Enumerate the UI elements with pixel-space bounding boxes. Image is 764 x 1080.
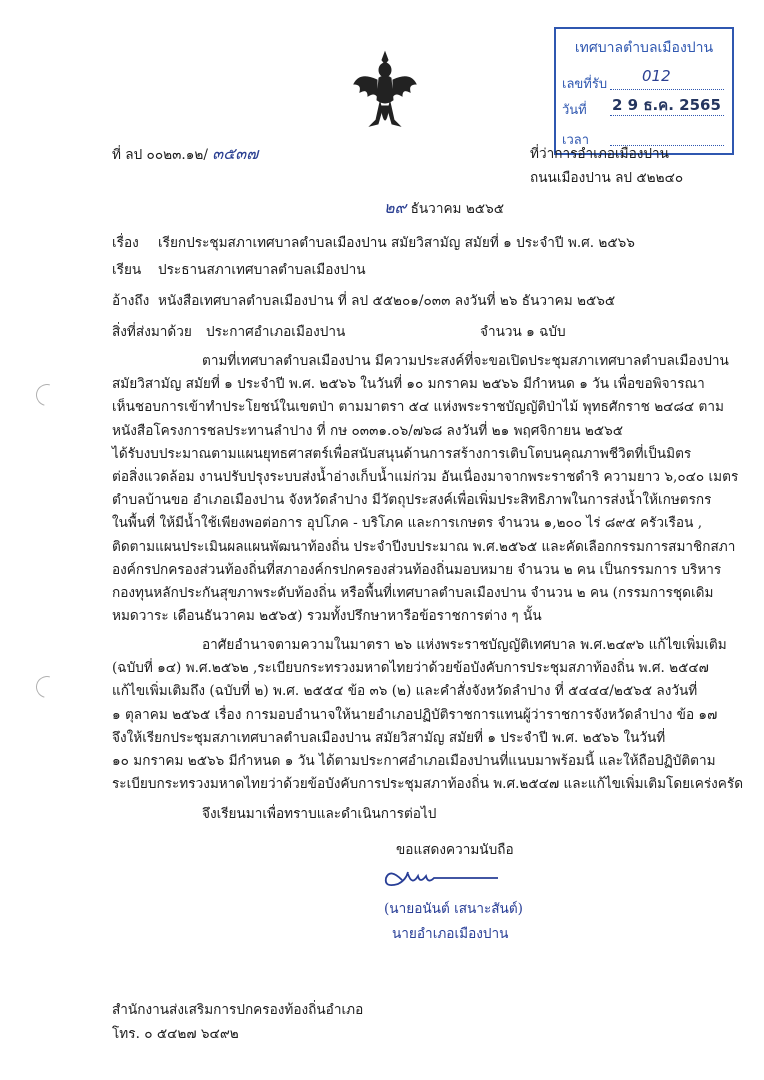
signer-title: นายอำเภอเมืองปาน bbox=[392, 926, 509, 942]
paragraph-line: ๑๐ มกราคม ๒๕๖๖ มีกำหนด ๑ วัน ได้ตามประกาศอำเภอเมืองปานที่แนบมาพร้อมนี้ และให้ถือปฏิบัติตาม bbox=[112, 752, 716, 769]
enclosure-quantity: จำนวน ๑ ฉบับ bbox=[480, 324, 566, 340]
subject-text: เรียกประชุมสภาเทศบาลตำบลเมืองปาน สมัยวิสามัญ สมัยที่ ๑ ประจำปี พ.ศ. ๒๕๖๖ bbox=[158, 235, 635, 251]
paragraph-line: หนังสือโครงการชลประทานลำปาง ที่ กษ ๐๓๓๑.๐๖/๗๖๘ ลงวันที่ ๒๑ พฤศจิกายน ๒๕๖๕ bbox=[112, 422, 623, 439]
receiving-stamp bbox=[554, 27, 734, 155]
paragraph-line: หมดวาระ เดือนธันวาคม ๒๕๖๕) รวมทั้งปรึกษาหารือข้อราชการต่าง ๆ นั้น bbox=[112, 608, 542, 625]
to-label: เรียน bbox=[112, 262, 142, 278]
paragraph-line: (ฉบับที่ ๑๔) พ.ศ.๒๕๖๒ ,ระเบียบกระทรวงมหาดไทยว่าด้วยข้อบังคับการประชุมสภาท้องถิ่น พ.ศ. ๒๕๔๗ bbox=[112, 660, 709, 677]
letter-date-month-year: ธันวาคม ๒๕๖๕ bbox=[410, 201, 504, 217]
office-name: ที่ว่าการอำเภอเมืองปาน bbox=[530, 146, 669, 162]
stamp-title: เทศบาลตำบลเมืองปาน bbox=[574, 40, 714, 56]
letter-date-day: ๒๙ bbox=[384, 198, 407, 217]
stamp-date-label: วันที่ bbox=[562, 103, 587, 118]
paragraph-line: ๑ ตุลาคม ๒๕๖๕ เรื่อง การมอบอำนาจให้นายอำเภอปฏิบัติราชการแทนผู้ว่าราชการจังหวัดลำปาง ข้อ ๑๗ bbox=[112, 706, 718, 723]
footer-department: สำนักงานส่งเสริมการปกครองท้องถิ่นอำเภอ bbox=[112, 1002, 364, 1018]
paragraph-line: ตามที่เทศบาลตำบลเมืองปาน มีความประสงค์ที่จะขอเปิดประชุมสภาเทศบาลตำบลเมืองปาน bbox=[202, 353, 729, 369]
stamp-receipt-number: 012 bbox=[642, 67, 671, 85]
closing-line: จึงเรียนมาเพื่อทราบและดำเนินการต่อไป bbox=[202, 806, 437, 822]
reference-text: หนังสือเทศบาลตำบลเมืองปาน ที่ ลป ๕๕๒๐๑/๐๓๓ ลงวันที่ ๒๖ ธันวาคม ๒๕๖๕ bbox=[158, 293, 616, 309]
paragraph-line: ในพื้นที่ ให้มีน้ำใช้เพียงพอต่อการ อุปโภค - บริโภค และการเกษตร จำนวน ๑,๒๐๐ ไร่ ๘๙๕ ครัวเรือน , bbox=[112, 515, 703, 532]
signature-icon bbox=[382, 864, 502, 892]
reference-number bbox=[112, 142, 258, 167]
garuda-emblem-icon bbox=[352, 50, 418, 136]
paragraph-1 bbox=[112, 350, 739, 628]
paragraph-line: ติดตามแผนประเมินผลแผนพัฒนาท้องถิ่น ประจำปีงบประมาณ พ.ศ.๒๕๖๕ และคัดเลือกกรรมการสมาชิกสภา bbox=[112, 538, 736, 555]
stamp-date-value: 2 9 ธ.ค. 2565 bbox=[612, 96, 721, 114]
subject-label: เรื่อง bbox=[112, 235, 139, 251]
office-address: ถนนเมืองปาน ลป ๕๒๒๔๐ bbox=[530, 170, 684, 186]
paragraph-line: กองทุนหลักประกันสุขภาพระดับท้องถิ่น หรือพื้นที่เทศบาลตำบลเมืองปาน จำนวน ๒ คน (กรรมการชุดเดิม bbox=[112, 584, 714, 601]
paragraph-line: องค์กรปกครองส่วนท้องถิ่นที่สภาองค์กรปกครองส่วนท้องถิ่นมอบหมาย จำนวน ๒ คน เป็นกรรมการ บริหาร bbox=[112, 561, 722, 578]
punch-hole-icon bbox=[32, 672, 62, 702]
paragraph-2 bbox=[112, 634, 744, 796]
footer-phone: โทร. ๐ ๕๔๒๗ ๖๔๙๒ bbox=[112, 1026, 239, 1042]
reference-number-printed: ที่ ลป ๐๐๒๓.๑๒/ bbox=[112, 147, 208, 163]
to-text: ประธานสภาเทศบาลตำบลเมืองปาน bbox=[158, 262, 366, 278]
letter-date bbox=[384, 196, 504, 221]
stamp-receipt-label: เลขที่รับ bbox=[562, 77, 608, 92]
paragraph-line: เห็นชอบการเข้าทำประโยชน์ในเขตป่า ตามมาตรา ๕๔ แห่งพระราชบัญญัติป่าไม้ พุทธศักราช ๒๔๘๔ ตาม bbox=[112, 399, 724, 416]
greeting: ขอแสดงความนับถือ bbox=[396, 842, 514, 858]
paragraph-line: ตำบลบ้านขอ อำเภอเมืองปาน จังหวัดลำปาง มีวัตถุประสงค์เพื่อเพิ่มประสิทธิภาพในการส่งน้ำให้เกษตรกร bbox=[112, 492, 712, 509]
paragraph-line: ต่อสิ่งแวดล้อม งานปรับปรุงระบบส่งน้ำอ่างเก็บน้ำแม่ก่วม อันเนื่องมาจากพระราชดำริ ความยาว ๖,๐๔๐ เมตร bbox=[112, 468, 739, 485]
paragraph-line: อาศัยอำนาจตามความในมาตรา ๒๖ แห่งพระราชบัญญัติเทศบาล พ.ศ.๒๔๙๖ แก้ไขเพิ่มเติม bbox=[202, 637, 727, 653]
enclosure-text: ประกาศอำเภอเมืองปาน bbox=[206, 324, 346, 340]
signer-name: (นายอนันต์ เสนาะสันต์) bbox=[384, 901, 523, 917]
stamp-time-label: เวลา bbox=[562, 133, 590, 148]
reference-number-handwritten: ๓๕๓๗ bbox=[212, 144, 259, 163]
paragraph-line: ได้รับงบประมาณตามแผนยุทธศาสตร์เพื่อสนับสนุนด้านการสร้างการเติบโตบนคุณภาพชีวิตที่เป็นมิตร bbox=[112, 445, 692, 462]
paragraph-line: ระเบียบกระทรวงมหาดไทยว่าด้วยข้อบังคับการประชุมสภาท้องถิ่น พ.ศ.๒๕๔๗ และแก้ไขเพิ่มเติมโดยเคร่งครัด bbox=[112, 776, 744, 793]
paragraph-line: สมัยวิสามัญ สมัยที่ ๑ ประจำปี พ.ศ. ๒๕๖๖ ในวันที่ ๑๐ มกราคม ๒๕๖๖ มีกำหนด ๑ วัน เพื่อขอพิจารณา bbox=[112, 376, 705, 393]
enclosure-label: สิ่งที่ส่งมาด้วย bbox=[112, 324, 192, 340]
reference-label: อ้างถึง bbox=[112, 293, 150, 309]
paragraph-line: จึงให้เรียกประชุมสภาเทศบาลตำบลเมืองปาน สมัยวิสามัญ สมัยที่ ๑ ประจำปี พ.ศ. ๒๕๖๖ ในวันที่ bbox=[112, 729, 666, 746]
paragraph-line: แก้ไขเพิ่มเติมถึง (ฉบับที่ ๒) พ.ศ. ๒๕๕๔ ข้อ ๓๖ (๒) และคำสั่งจังหวัดลำปาง ที่ ๕๔๔๔/๒๕๖๕ ลงวันที่ bbox=[112, 683, 698, 700]
punch-hole-icon bbox=[32, 380, 62, 410]
